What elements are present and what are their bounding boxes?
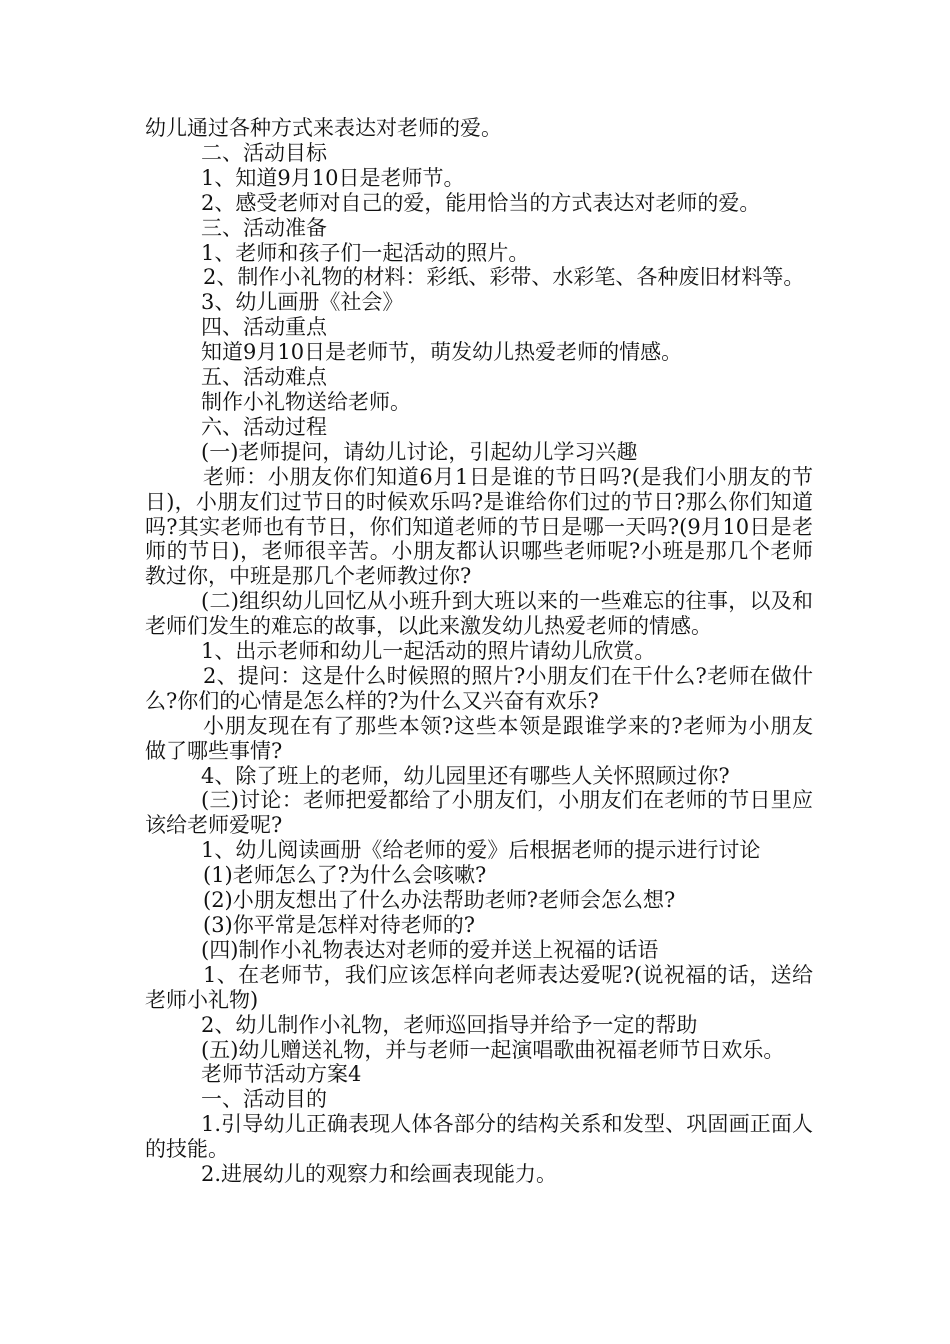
section-heading: 四、活动重点 bbox=[201, 315, 327, 340]
paragraph: (一)老师提问，请幼儿讨论，引起幼儿学习兴趣 bbox=[201, 439, 638, 464]
paragraph: (1)老师怎么了?为什么会咳嗽? bbox=[203, 863, 487, 888]
paragraph: 2、感受老师对自己的爱，能用恰当的方式表达对老师的爱。 bbox=[201, 190, 761, 215]
section-heading: 二、活动目标 bbox=[201, 140, 327, 165]
paragraph: 2、幼儿制作小礼物，老师巡回指导并给予一定的帮助 bbox=[201, 1012, 698, 1037]
paragraph: 小朋友现在有了那些本领?这些本领是跟谁学来的?老师为小朋友做了哪些事情? bbox=[145, 713, 813, 763]
paragraph: (五)幼儿赠送礼物，并与老师一起演唱歌曲祝福老师节日欢乐。 bbox=[201, 1037, 785, 1062]
paragraph: 幼儿通过各种方式来表达对老师的爱。 bbox=[145, 116, 502, 140]
paragraph: (三)讨论：老师把爱都给了小朋友们，小朋友们在老师的节日里应该给老师爱呢? bbox=[145, 788, 813, 838]
paragraph: 1、幼儿阅读画册《给老师的爱》后根据老师的提示进行讨论 bbox=[201, 838, 761, 863]
paragraph: 1.引导幼儿正确表现人体各部分的结构关系和发型、巩固画正面人的技能。 bbox=[145, 1112, 813, 1162]
paragraph: 1、在老师节，我们应该怎样向老师表达爱呢?(说祝福的话，送给老师小礼物) bbox=[145, 962, 813, 1012]
paragraph: 2.进展幼儿的观察力和绘画表现能力。 bbox=[201, 1162, 558, 1187]
section-heading: 五、活动难点 bbox=[201, 365, 327, 390]
paragraph: 1、出示老师和幼儿一起活动的照片请幼儿欣赏。 bbox=[201, 639, 656, 664]
section-heading: 老师节活动方案4 bbox=[201, 1062, 362, 1087]
paragraph: (3)你平常是怎样对待老师的? bbox=[203, 913, 476, 937]
paragraph: 4、除了班上的老师，幼儿园里还有哪些人关怀照顾过你? bbox=[201, 763, 730, 788]
paragraph: 1、老师和孩子们一起活动的照片。 bbox=[201, 240, 530, 265]
paragraph: 知道9月10日是老师节，萌发幼儿热爱老师的情感。 bbox=[201, 340, 683, 365]
paragraph: 2、提问：这是什么时候照的照片?小朋友们在干什么?老师在做什么?你们的心情是怎么样的?为什么又兴奋有欢乐? bbox=[145, 663, 813, 713]
paragraph: (二)组织幼儿回忆从小班升到大班以来的一些难忘的往事，以及和老师们发生的难忘的故事，以此来激发幼儿热爱老师的情感。 bbox=[145, 589, 813, 639]
paragraph: (2)小朋友想出了什么办法帮助老师?老师会怎么想? bbox=[203, 888, 676, 913]
paragraph: 制作小礼物送给老师。 bbox=[201, 389, 411, 414]
document-body bbox=[145, 116, 813, 1187]
section-heading: 一、活动目的 bbox=[201, 1087, 327, 1112]
paragraph: 2、制作小礼物的材料：彩纸、彩带、水彩笔、各种废旧材料等。 bbox=[203, 265, 805, 290]
section-heading: 三、活动准备 bbox=[201, 215, 327, 240]
section-heading: 六、活动过程 bbox=[201, 414, 327, 439]
paragraph: 3、幼儿画册《社会》 bbox=[201, 290, 404, 315]
paragraph: 1、知道9月10日是老师节。 bbox=[201, 165, 465, 190]
paragraph: 老师：小朋友你们知道6月1日是谁的节日吗?(是我们小朋友的节日)，小朋友们过节日的时候欢乐吗?是谁给你们过的节日?那么你们知道吗?其实老师也有节日，你们知道老师的节日是哪一天吗?(9月10日是老师的节日)，老师很辛苦。小朋友都认识哪些老师呢?小班是那几个老师教过你，中班是那几个老师教过你? bbox=[145, 464, 813, 589]
paragraph: (四)制作小礼物表达对老师的爱并送上祝福的话语 bbox=[201, 937, 659, 962]
